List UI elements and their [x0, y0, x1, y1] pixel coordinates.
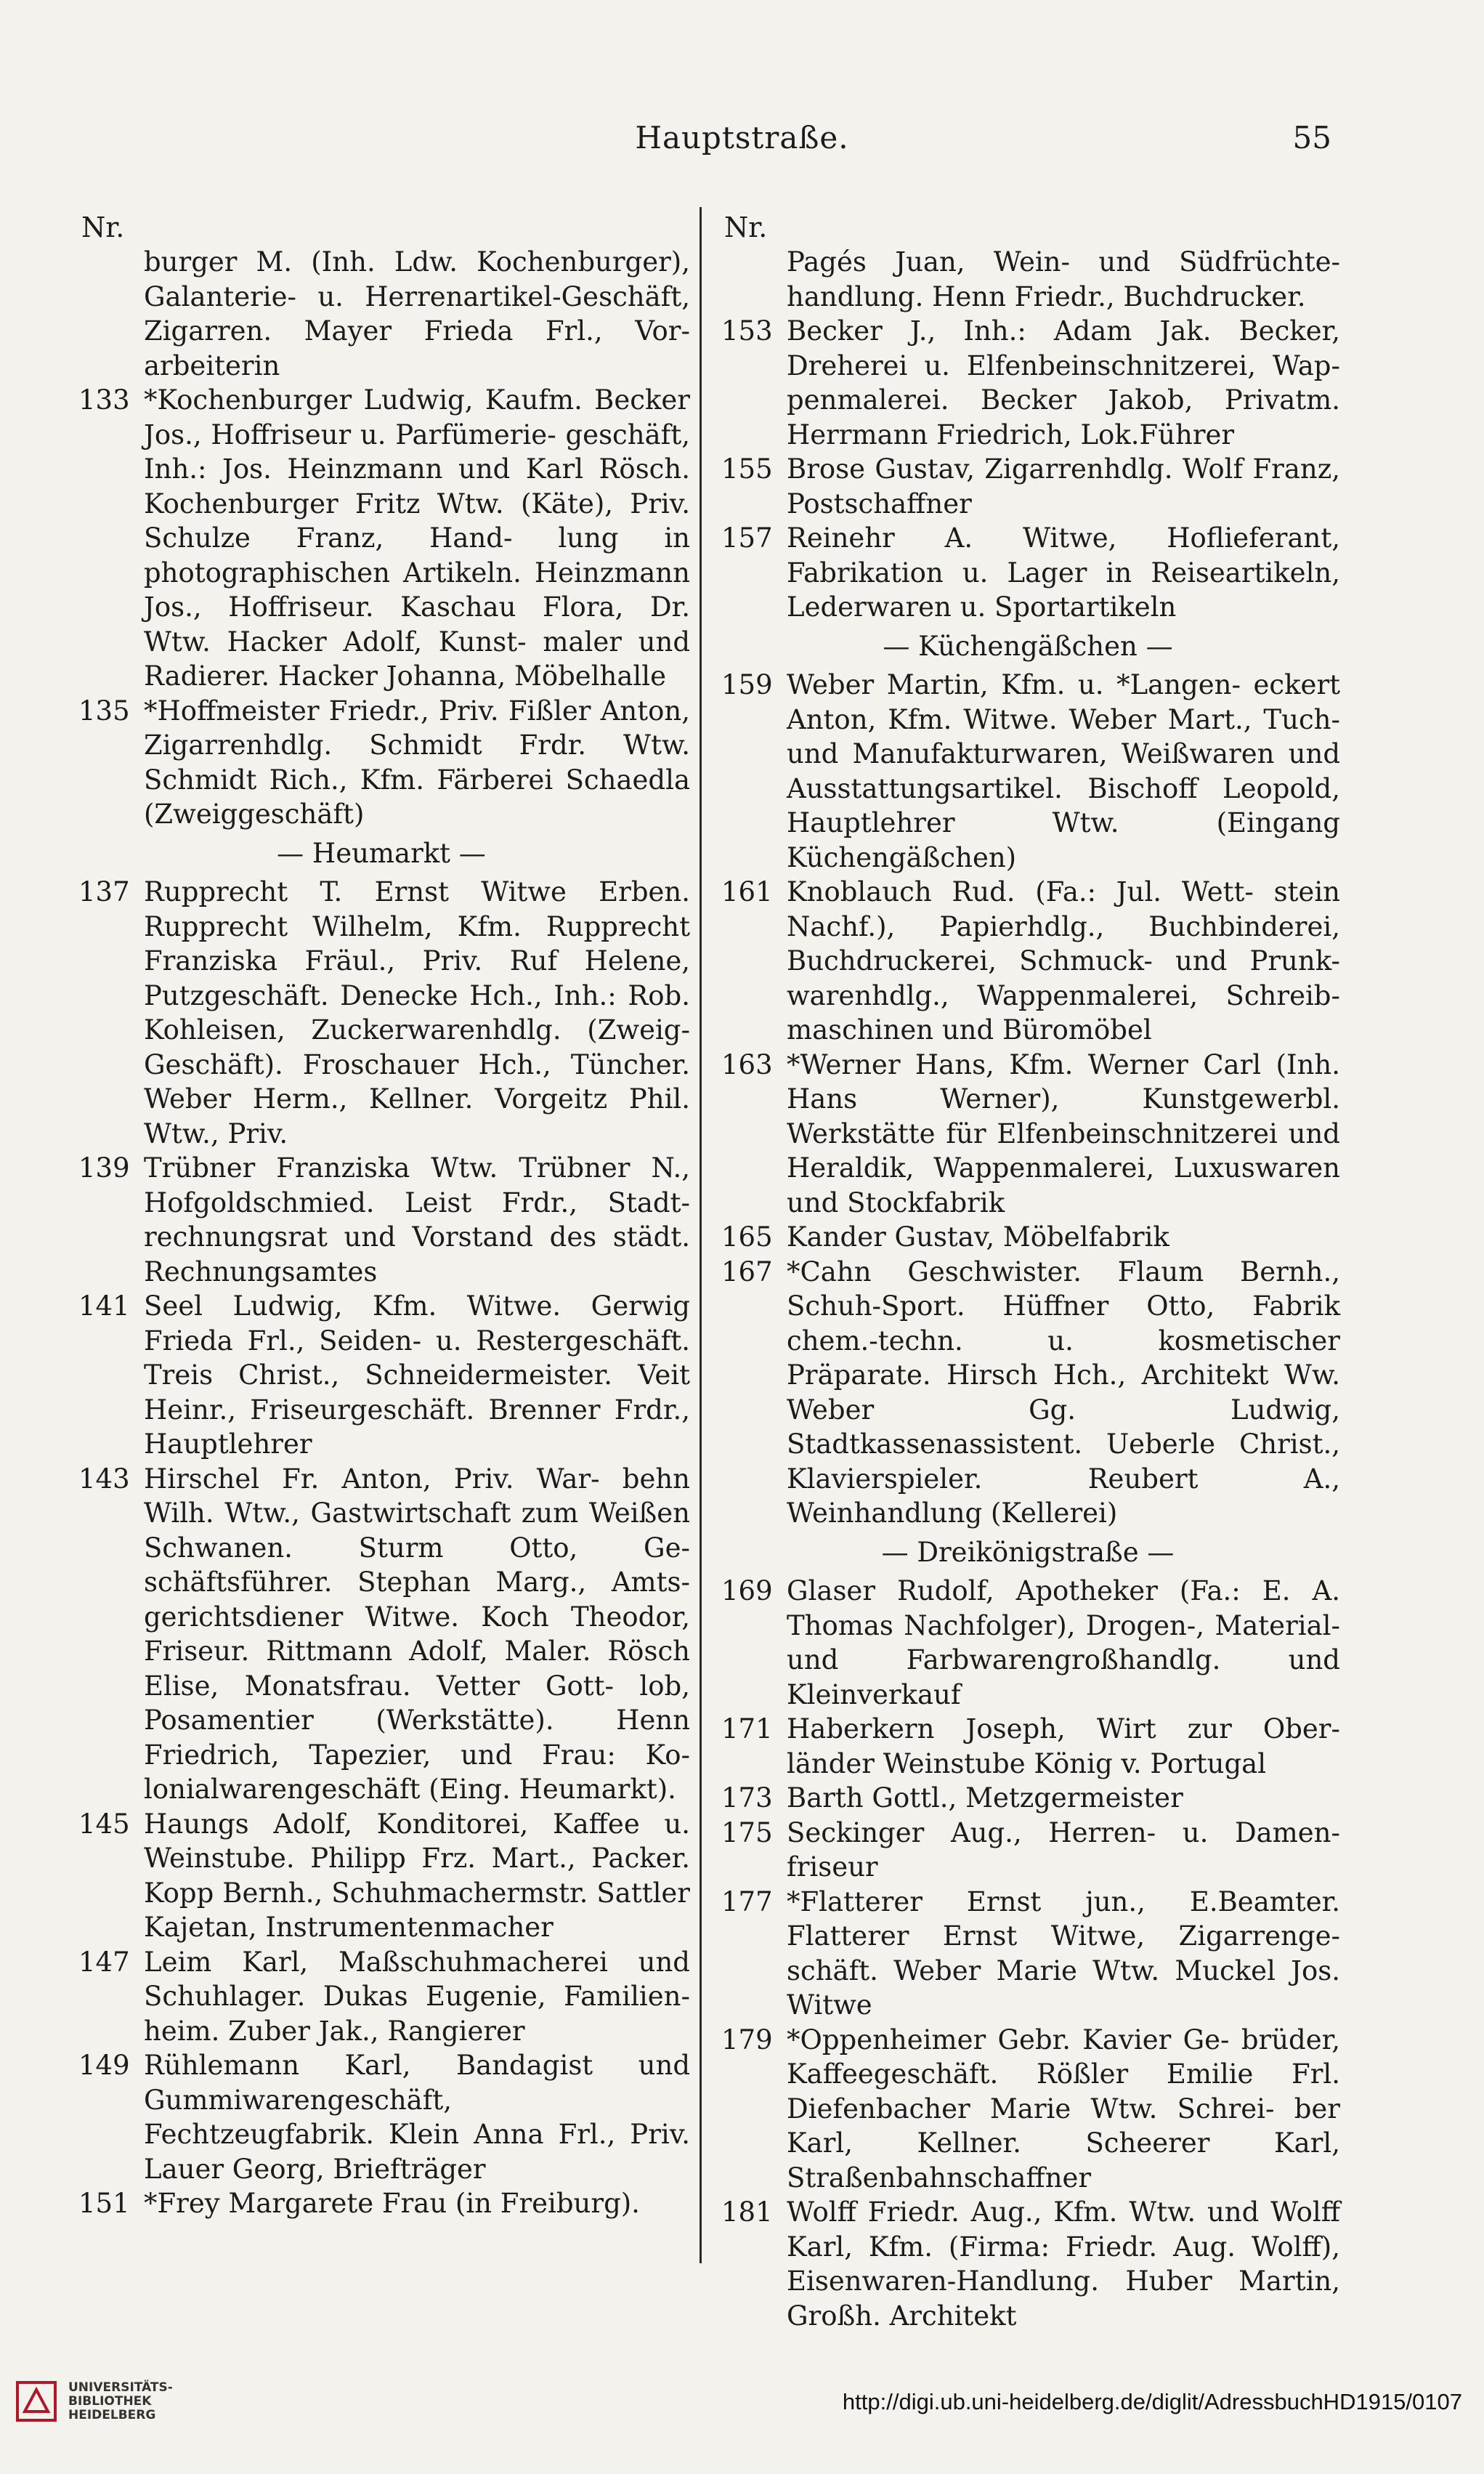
resident-list: Rupprecht T. Ernst Witwe Erben. Rupprecht Wilhelm, Kfm. Rupprecht Franziska Fräul., Priv. Ruf Helene, Putzgeschäft. Denecke Hch., Inh.: Rob. Kohleisen, Zuckerwarenhdlg. (Zweig- Geschäft). Froschauer Hch., Tüncher. Weber Herm., Kellner. Vorgeitz Phil. Wtw., Priv.: [144, 876, 690, 1149]
address-entry: [715, 1816, 1340, 1885]
house-number: 181: [721, 2196, 773, 2228]
resident-list: *Kochenburger Ludwig, Kaufm. Becker Jos., Hoffriseur u. Parfümerie- geschäft, Inh.: Jos. Heinzmann und Karl Rösch. Kochenburger Fritz Wtw. (Käte), Priv. Schulze Franz, Hand- lung in photographischen Artikeln. Heinzmann Jos., Hoffriseur. Kaschau Flora, Dr. Wtw. Hacker Adolf, Kunst- maler und Radierer. Hacker Johanna, Möbelhalle: [144, 384, 690, 692]
resident-list: Haberkern Joseph, Wirt zur Ober- länder Weinstube König v. Portugal: [787, 1713, 1340, 1779]
resident-list: *Flatterer Ernst jun., E.Beamter. Flatterer Ernst Witwe, Zigarrenge- schäft. Weber Marie Wtw. Muckel Jos. Witwe: [787, 1885, 1340, 2021]
house-number: 173: [721, 1782, 773, 1814]
address-entry: [715, 1255, 1340, 1531]
resident-list: *Cahn Geschwister. Flaum Bernh., Schuh-Sport. Hüffner Otto, Fabrik chem.-techn. u. kosmetischer Präparate. Hirsch Hch., Architekt Ww. Weber Gg. Ludwig, Stadtkassenassistent. Ueberle Christ., Klavierspieler. Reubert A., Weinhandlung (Kellerei): [787, 1256, 1340, 1529]
resident-list: *Oppenheimer Gebr. Kavier Ge- brüder, Kaffeegeschäft. Rößler Emilie Frl. Diefenbacher Marie Wtw. Schrei- ber Karl, Kellner. Scheerer Karl, Straßenbahnschaffner: [787, 2024, 1340, 2194]
address-entry: [715, 1048, 1340, 1221]
resident-list: Kander Gustav, Möbelfabrik: [787, 1221, 1169, 1253]
resident-list: Wolff Friedr. Aug., Kfm. Wtw. und Wolff Karl, Kfm. (Firma: Friedr. Aug. Wolff), Eisenwaren-Handlung. Huber Martin, Großh. Architekt: [787, 2196, 1340, 2332]
house-number: 133: [78, 384, 130, 416]
nr-label: Nr.: [81, 211, 125, 243]
address-entry: [715, 2023, 1340, 2196]
library-seal-icon: [15, 2380, 58, 2423]
address-entry: [73, 245, 690, 383]
resident-list: burger M. (Inh. Ldw. Kochenburger), Galanterie- u. Herrenartikel-Geschäft, Zigarren. Mayer Frieda Frl., Vor- arbeiterin: [144, 246, 690, 381]
address-entry: [715, 1781, 1340, 1816]
address-entry: [73, 1945, 690, 2049]
resident-list: Trübner Franziska Wtw. Trübner N., Hofgoldschmied. Leist Frdr., Stadt- rechnungsrat und Vorstand des städt. Rechnungsamtes: [144, 1152, 690, 1287]
house-number: 145: [78, 1808, 130, 1840]
house-number: 163: [721, 1048, 773, 1080]
street-section-heading: — Küchengäßchen —: [883, 630, 1173, 662]
house-number: [715, 245, 787, 314]
house-number: 135: [78, 695, 130, 727]
resident-list: Hirschel Fr. Anton, Priv. War- behn Wilh. Wtw., Gastwirtschaft zum Weißen Schwanen. Sturm Otto, Ge- schäftsführer. Stephan Marg., Amts- gerichtsdiener Witwe. Koch Theodor, Friseur. Rittmann Adolf, Maler. Rösch Elise, Monatsfrau. Vetter Gott- lob, Posamentier (Werkstätte). Henn Friedrich, Tapezier, und Frau: Ko- lonialwarengeschäft (Eing. Heumarkt).: [144, 1463, 690, 1805]
address-entry: [715, 521, 1340, 625]
resident-list: Haungs Adolf, Konditorei, Kaffee u. Weinstube. Philipp Frz. Mart., Packer. Kopp Bernh., Schuhmachermstr. Sattler Kajetan, Instrumentenmacher: [144, 1808, 690, 1943]
house-number: 155: [721, 453, 773, 485]
resident-list: Brose Gustav, Zigarrenhdlg. Wolf Franz, Postschaffner: [787, 453, 1340, 520]
resident-list: Leim Karl, Maßschuhmacherei und Schuhlager. Dukas Eugenie, Familien- heim. Zuber Jak., Rangierer: [144, 1946, 690, 2047]
address-entry: [715, 875, 1340, 1048]
resident-list: Seckinger Aug., Herren- u. Damen- friseur: [787, 1816, 1340, 1883]
address-entry: [73, 383, 690, 694]
resident-list: Rühlemann Karl, Bandagist und Gummiwarengeschäft, Fechtzeugfabrik. Klein Anna Frl., Priv. Lauer Georg, Briefträger: [144, 2050, 690, 2185]
address-entry: [73, 1807, 690, 1945]
resident-list: Becker J., Inh.: Adam Jak. Becker, Dreherei u. Elfenbeinschnitzerei, Wap- penmalerei. Becker Jakob, Privatm. Herrmann Friedrich, Lok.Führer: [787, 315, 1340, 450]
house-number: 179: [721, 2024, 773, 2055]
address-entry: [73, 2048, 690, 2186]
resident-list: Glaser Rudolf, Apotheker (Fa.: E. A. Thomas Nachfolger), Drogen-, Material- und Farbwarengroßhandlg. und Kleinverkauf: [787, 1575, 1340, 1710]
left-column: [73, 211, 690, 2221]
left-entries: [73, 245, 690, 2221]
house-number: 137: [78, 876, 130, 907]
resident-list: Reinehr A. Witwe, Hoflieferant, Fabrikation u. Lager in Reiseartikeln, Lederwaren u. Sportartikeln: [787, 522, 1340, 623]
street-section-heading: — Dreikönigstraße —: [881, 1536, 1175, 1568]
address-entry: [715, 1220, 1340, 1255]
source-url[interactable]: http://digi.ub.uni-heidelberg.de/diglit/AdressbuchHD1915/0107: [842, 2389, 1462, 2414]
page-number: 55: [1292, 120, 1331, 155]
address-entry: [73, 694, 690, 832]
resident-list: Pagés Juan, Wein- und Südfrüchte- handlung. Henn Friedr., Buchdrucker.: [787, 246, 1340, 312]
address-entry: [715, 1574, 1340, 1712]
house-number: 177: [721, 1885, 773, 1917]
address-entry: [715, 452, 1340, 521]
street-section-heading: — Heumarkt —: [277, 837, 486, 869]
logo-line: BIBLIOTHEK: [68, 2393, 152, 2409]
column-divider: [700, 207, 702, 2263]
address-entry: [73, 2186, 690, 2221]
page-footer: [0, 2376, 1484, 2427]
resident-list: Barth Gottl., Metzgermeister: [787, 1782, 1183, 1814]
house-number: 161: [721, 876, 773, 907]
house-number: 143: [78, 1463, 130, 1495]
address-entry: [73, 1151, 690, 1289]
address-entry: [715, 245, 1340, 314]
right-column: [715, 211, 1340, 2333]
logo-line: UNIVERSITÄTS-: [68, 2380, 173, 2395]
right-entries: [715, 245, 1340, 2333]
library-logo: [15, 2376, 203, 2427]
resident-list: *Werner Hans, Kfm. Werner Carl (Inh. Hans Werner), Kunstgewerbl. Werkstätte für Elfenbeinschnitzerei und Heraldik, Wappenmalerei, Luxuswaren und Stockfabrik: [787, 1048, 1340, 1218]
address-entry: [73, 875, 690, 1151]
address-entry: [73, 1289, 690, 1462]
resident-list: *Hoffmeister Friedr., Priv. Fißler Anton, Zigarrenhdlg. Schmidt Frdr. Wtw. Schmidt Rich., Kfm. Färberei Schaedla (Zweiggeschäft): [144, 695, 690, 830]
house-number: 167: [721, 1256, 773, 1287]
logo-line: HEIDELBERG: [68, 2407, 156, 2422]
address-entry: [73, 1462, 690, 1807]
running-title: Hauptstraße.: [635, 120, 849, 155]
house-number: 157: [721, 522, 773, 554]
house-number: 149: [78, 2050, 130, 2081]
address-entry: [715, 668, 1340, 875]
page-header: [0, 120, 1484, 163]
resident-list: Seel Ludwig, Kfm. Witwe. Gerwig Frieda Frl., Seiden- u. Restergeschäft. Treis Christ., Schneidermeister. Veit Heinr., Friseurgeschäft. Brenner Frdr., Hauptlehrer: [144, 1290, 690, 1460]
address-entry: [715, 1885, 1340, 2023]
house-number: 159: [721, 669, 773, 700]
resident-list: *Frey Margarete Frau (in Freiburg).: [144, 2188, 640, 2219]
house-number: 169: [721, 1575, 773, 1606]
resident-list: Knoblauch Rud. (Fa.: Jul. Wett- stein Nachf.), Papierhdlg., Buchbinderei, Buchdruckerei, Schmuck- und Prunk- warenhdlg., Wappenmalerei, Schreib- maschinen und Büromöbel: [787, 876, 1340, 1046]
house-number: 165: [721, 1221, 773, 1253]
house-number: 153: [721, 315, 773, 347]
house-number: 139: [78, 1152, 130, 1184]
house-number: 151: [78, 2188, 130, 2219]
house-number: 171: [721, 1713, 773, 1745]
house-number: 175: [721, 1816, 773, 1848]
house-number: 141: [78, 1290, 130, 1322]
resident-list: Weber Martin, Kfm. u. *Langen- eckert Anton, Kfm. Witwe. Weber Mart., Tuch- und Manufakturwaren, Weißwaren und Ausstattungsartikel. Bischoff Leopold, Hauptlehrer Wtw. (Eingang Küchengäßchen): [787, 669, 1340, 873]
address-entry: [715, 314, 1340, 452]
house-number: [73, 245, 144, 383]
address-entry: [715, 1712, 1340, 1781]
nr-label: Nr.: [724, 211, 768, 243]
address-entry: [715, 2195, 1340, 2333]
library-name: [68, 2381, 173, 2422]
house-number: 147: [78, 1946, 130, 1978]
